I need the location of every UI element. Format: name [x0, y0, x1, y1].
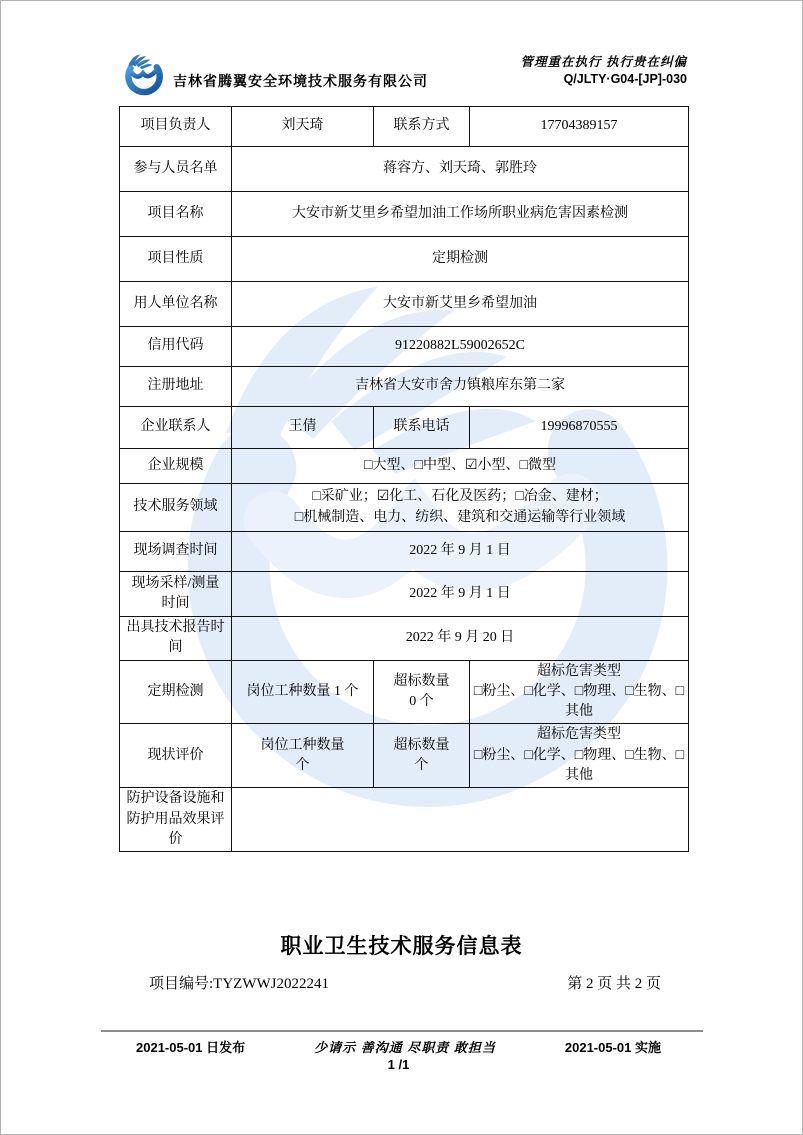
project-manager-label: 项目负责人: [120, 107, 232, 147]
credit-code-label: 信用代码: [120, 327, 232, 367]
document-title: 职业卫生技术服务信息表: [280, 935, 523, 958]
row-employer-name: [120, 282, 689, 327]
company-contact-value: 王倩: [232, 407, 374, 449]
row-project-manager: [120, 107, 689, 147]
page-indicator: 第 2 页 共 2 页: [567, 976, 661, 992]
header-codes: [521, 54, 687, 88]
project-type-value: 定期检测: [232, 237, 689, 282]
survey-date-value: 2022 年 9 月 1 日: [232, 532, 689, 572]
row-report-date: [120, 617, 689, 661]
project-name-label: 项目名称: [120, 192, 232, 237]
sampling-date-label: 现场采样/测量 时间: [120, 572, 232, 617]
registered-address-value: 吉林省大安市舍力镇粮库东第二家: [232, 367, 689, 407]
row-survey-date: [120, 532, 689, 572]
participants-label: 参与人员名单: [120, 147, 232, 192]
contact-method-label: 联系方式: [374, 107, 470, 147]
row-sampling-date: [120, 572, 689, 617]
status-evaluation-label: 现状评价: [120, 724, 232, 788]
contact-phone-label: 联系电话: [374, 407, 470, 449]
row-project-type: [120, 237, 689, 282]
service-info-table: [119, 106, 689, 852]
project-manager-value: 刘天琦: [232, 107, 374, 147]
project-name-value: 大安市新艾里乡希望加油工作场所职业病危害因素检测: [232, 192, 689, 237]
company-name: 吉林省腾翼安全环境技术服务有限公司: [173, 73, 428, 89]
row-company-contact: [120, 407, 689, 449]
project-type-label: 项目性质: [120, 237, 232, 282]
protection-evaluation-label: 防护设备设施和 防护用品效果评 价: [120, 788, 232, 852]
contact-method-value: 17704389157: [470, 107, 689, 147]
participants-value: 蒋容方、刘天琦、郭胜玲: [232, 147, 689, 192]
sampling-date-value: 2022 年 9 月 1 日: [232, 572, 689, 617]
page-fraction: 1 /1: [387, 1057, 410, 1072]
report-date-value: 2022 年 9 月 20 日: [232, 617, 689, 661]
registered-address-label: 注册地址: [120, 367, 232, 407]
project-number: 项目编号:TYZWWJ2022241: [149, 976, 329, 992]
company-scale-checkboxes: □大型、□中型、☑小型、□微型: [232, 449, 689, 484]
employer-name-value: 大安市新艾里乡希望加油: [232, 282, 689, 327]
row-credit-code: [120, 327, 689, 367]
implemented-date: 2021-05-01 实施: [564, 1040, 661, 1055]
status-posts-count: 岗位工种数量 个: [232, 724, 374, 788]
header-slogan: 管理重在执行 执行贵在纠偏: [520, 55, 687, 69]
issued-date: 2021-05-01 日发布: [136, 1040, 246, 1055]
row-status-evaluation: [120, 724, 689, 788]
footer: [136, 1037, 661, 1056]
report-date-label: 出具技术报告时 间: [120, 617, 232, 661]
periodic-hazard-types: 超标危害类型 □粉尘、□化学、□物理、□生物、□其他: [470, 660, 689, 724]
row-protection-evaluation: [120, 788, 689, 852]
protection-evaluation-value: [232, 788, 689, 852]
survey-date-label: 现场调查时间: [120, 532, 232, 572]
company-logo-icon: [117, 53, 167, 99]
periodic-exceed-count: 超标数量 0 个: [374, 660, 470, 724]
row-company-scale: [120, 449, 689, 484]
company-scale-label: 企业规模: [120, 449, 232, 484]
employer-name-label: 用人单位名称: [120, 282, 232, 327]
service-field-label: 技术服务领域: [120, 484, 232, 532]
service-field-checkboxes: [232, 484, 689, 532]
company-contact-label: 企业联系人: [120, 407, 232, 449]
service-field-line1: □采矿业；☑化工、石化及医药；□冶金、建材；: [312, 489, 608, 505]
footer-motto: 少请示 善沟通 尽职责 敢担当: [314, 1040, 496, 1055]
row-periodic-detection: [120, 660, 689, 724]
status-exceed-count: 超标数量 个: [374, 724, 470, 788]
service-field-line2: □机械制造、电力、纺织、建筑和交通运输等行业领域: [294, 509, 626, 525]
document-meta: [149, 972, 661, 993]
footer-divider: [101, 1030, 703, 1032]
row-service-field: [120, 484, 689, 532]
row-project-name: [120, 192, 689, 237]
credit-code-value: 91220882L59002652C: [232, 327, 689, 367]
row-registered-address: [120, 367, 689, 407]
status-hazard-types: 超标危害类型 □粉尘、□化学、□物理、□生物、□其他: [470, 724, 689, 788]
contact-phone-value: 19996870555: [470, 407, 689, 449]
document-code: Q/JLTY·G04-[JP]-030: [563, 72, 687, 86]
periodic-posts-count: 岗位工种数量 1 个: [232, 660, 374, 724]
row-participants: [120, 147, 689, 192]
periodic-detection-label: 定期检测: [120, 660, 232, 724]
